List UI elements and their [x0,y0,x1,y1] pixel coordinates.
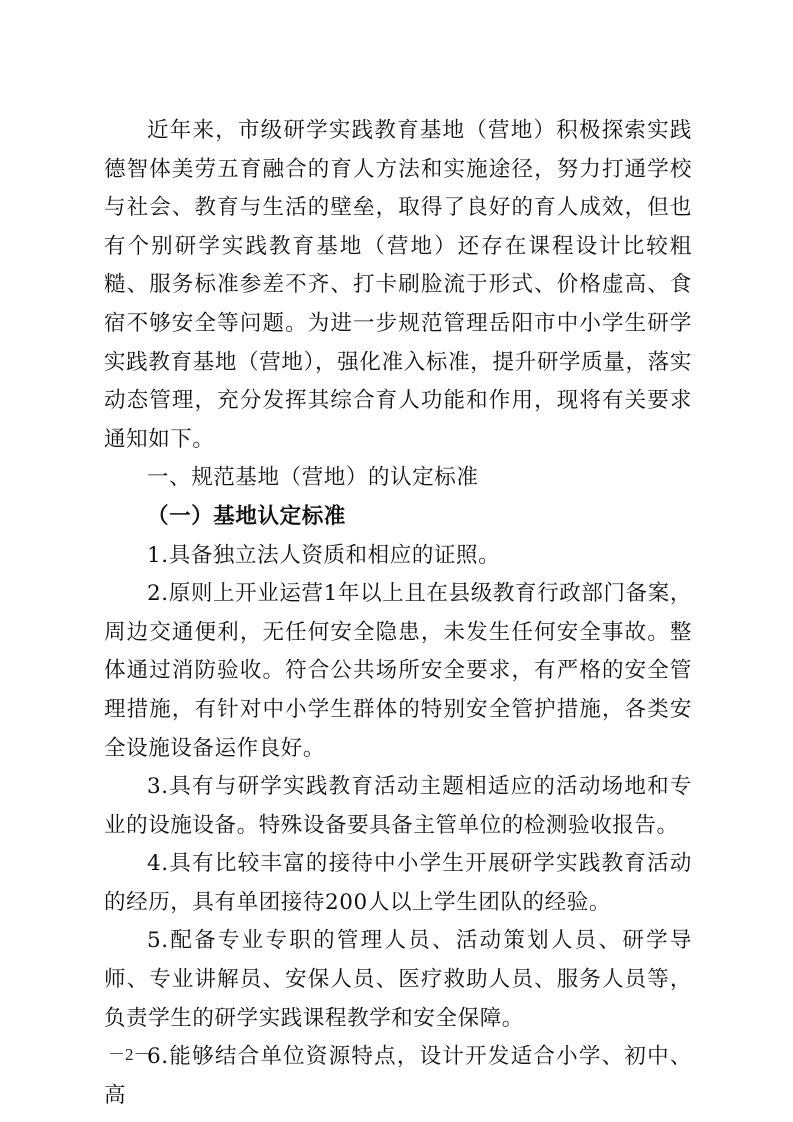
criterion-item: 6.能够结合单位资源特点，设计开发适合小学、初中、高 [104,1044,692,1108]
criterion-item: 1.具备独立法人资质和相应的证照。 [147,542,501,568]
criterion-item: 4.具有比较丰富的接待中小学生开展研学实践教育活动的经历，具有单团接待200人以上学生团队的经验。 [104,851,692,915]
criterion-item: 3.具有与研学实践教育活动主题相适应的活动场地和专业的设施设备。特殊设备要具备主管单位的检测验收报告。 [104,774,692,838]
intro-paragraph: 近年来，市级研学实践教育基地（营地）积极探索实践德智体美劳五育融合的育人方法和实施途径，努力打通学校与社会、教育与生活的壁垒，取得了良好的育人成效，但也有个别研学实践教育基地（营地）还存在课程设计比较粗糙、服务标准参差不齐、打卡刷脸流于形式、价格虚高、食宿不够安全等问题。为进一步规范管理岳阳市中小学生研学实践教育基地（营地），强化准入标准，提升研学质量，落实动态管理，充分发挥其综合育人功能和作用，现将有关要求通知如下。 [104,118,692,452]
criterion-item: 2.原则上开业运营1年以上且在县级教育行政部门备案，周边交通便利，无任何安全隐患，未发生任何安全事故。整体通过消防验收。符合公共场所安全要求，有严格的安全管理措施，有针对中小学生群体的特别安全管护措施，各类安全设施设备运作良好。 [104,581,692,761]
document-body [104,112,692,1115]
page-number: －2－ [108,1045,151,1064]
criterion-item: 5.配备专业专职的管理人员、活动策划人员、研学导师、专业讲解员、安保人员、医疗救助人员、服务人员等，负责学生的研学实践课程教学和安全保障。 [104,928,692,1031]
subsection-heading: （一）基地认定标准 [147,503,346,529]
section-heading: 一、规范基地（营地）的认定标准 [147,465,479,491]
